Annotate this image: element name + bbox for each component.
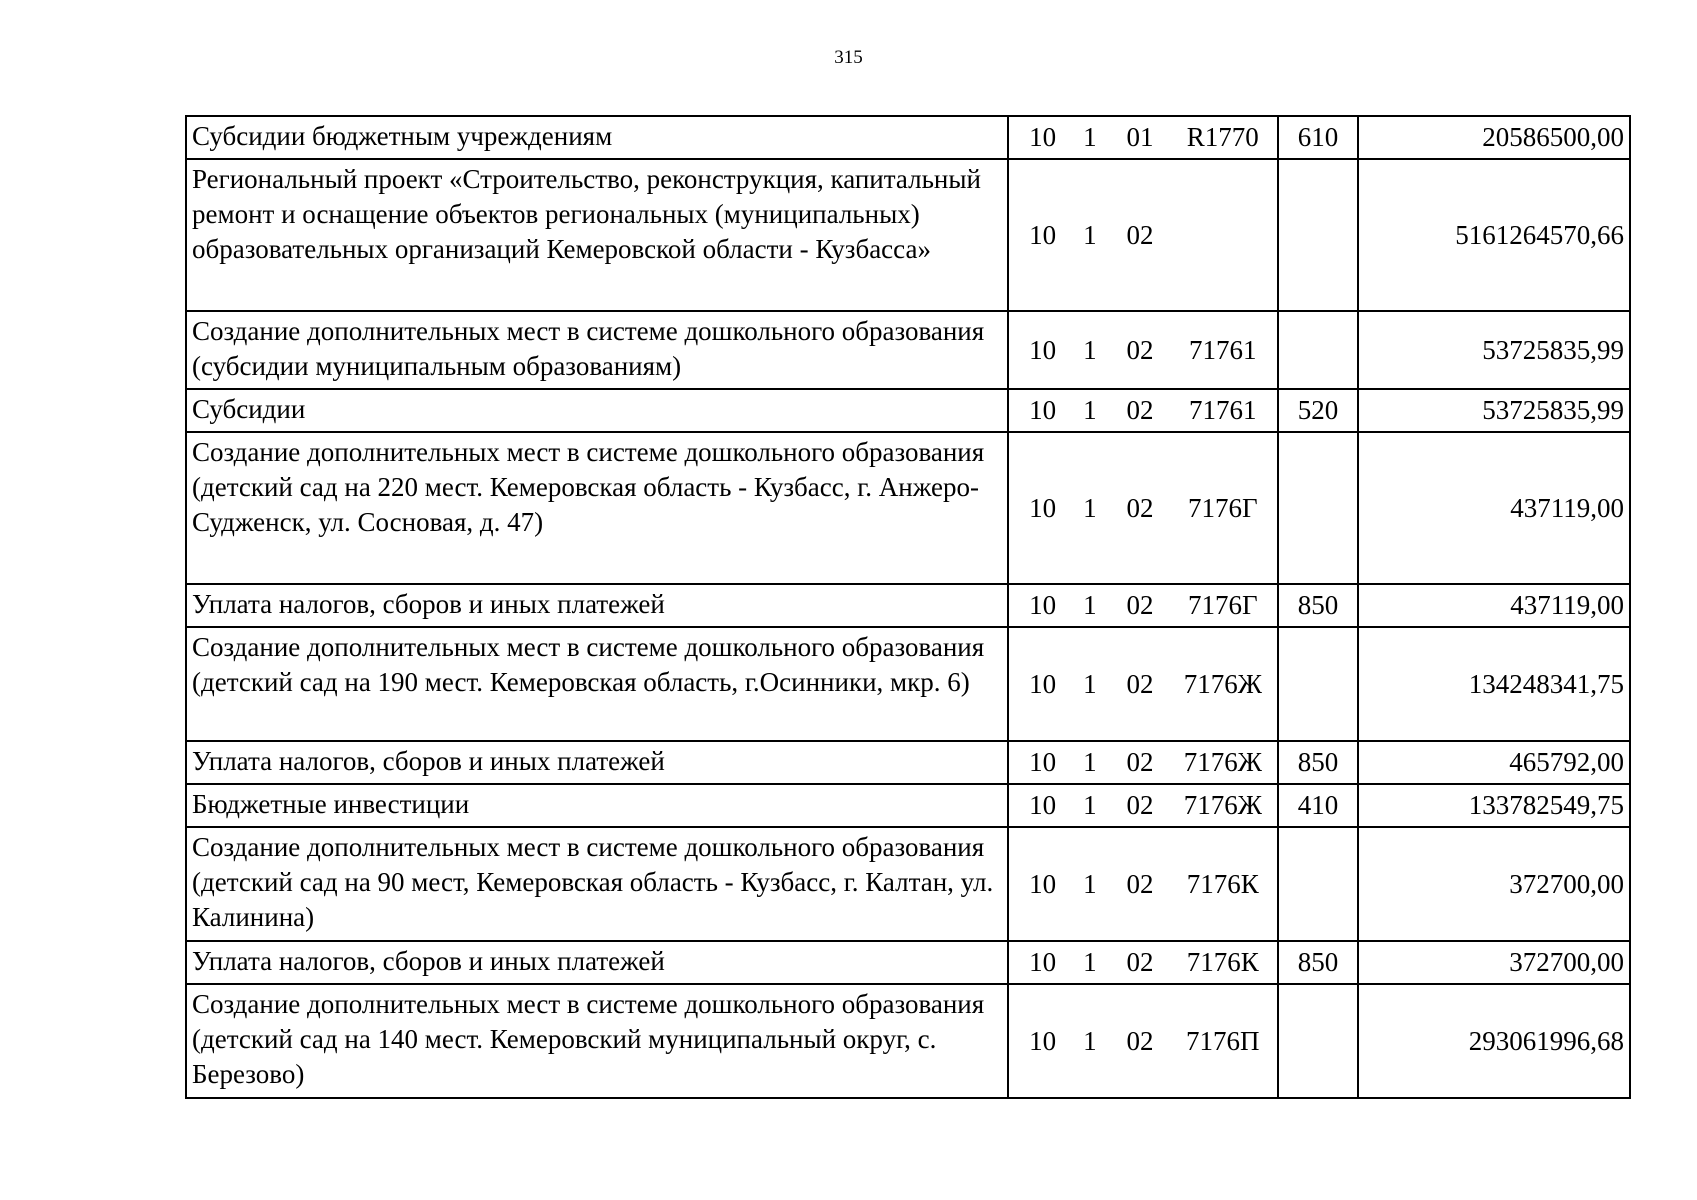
row-description: Создание дополнительных мест в системе дошкольного образования (детский сад на 140 мест. Кемеровский муниципальный округ, с. Березово)	[186, 984, 1008, 1098]
target-article-code: 7176Г	[1188, 590, 1258, 620]
expense-type-code: 610	[1278, 116, 1358, 159]
code-cell	[1008, 432, 1278, 584]
target-article-code: 71761	[1189, 395, 1257, 425]
row-description: Уплата налогов, сборов и иных платежей	[186, 941, 1008, 984]
expense-type-code	[1278, 827, 1358, 941]
program-code: 1	[1083, 947, 1097, 977]
subprogram-code: 02	[1126, 747, 1154, 777]
subprogram-code: 02	[1126, 334, 1154, 365]
row-description: Уплата налогов, сборов и иных платежей	[186, 584, 1008, 627]
target-article-code: 7176П	[1186, 1025, 1260, 1056]
razdel-code: 10	[1029, 668, 1057, 699]
table-row	[186, 827, 1630, 941]
razdel-code: 10	[1029, 947, 1057, 977]
expense-type-code	[1278, 159, 1358, 311]
program-code: 1	[1083, 122, 1097, 152]
expense-type-code	[1278, 432, 1358, 584]
razdel-code: 10	[1029, 395, 1057, 425]
amount: 293061996,68	[1358, 984, 1630, 1098]
expense-type-code	[1278, 627, 1358, 741]
subprogram-code: 02	[1126, 868, 1154, 899]
amount: 437119,00	[1358, 432, 1630, 584]
row-description: Бюджетные инвестиции	[186, 784, 1008, 827]
target-article-code: 7176К	[1186, 947, 1259, 977]
code-cell	[1008, 584, 1278, 627]
razdel-code: 10	[1029, 790, 1057, 820]
target-article-code: R1770	[1186, 122, 1259, 152]
amount: 372700,00	[1358, 941, 1630, 984]
row-description: Субсидии бюджетным учреждениям	[186, 116, 1008, 159]
amount: 372700,00	[1358, 827, 1630, 941]
code-cell	[1008, 827, 1278, 941]
table-row	[186, 159, 1630, 311]
program-code: 1	[1083, 1025, 1097, 1056]
amount: 53725835,99	[1358, 389, 1630, 432]
expense-type-code: 410	[1278, 784, 1358, 827]
amount: 465792,00	[1358, 741, 1630, 784]
expense-type-code	[1278, 311, 1358, 389]
target-article-code: 7176Ж	[1183, 790, 1262, 820]
table-row	[186, 627, 1630, 741]
target-article-code: 71761	[1189, 334, 1257, 365]
budget-table	[185, 115, 1631, 1099]
program-code: 1	[1083, 219, 1097, 250]
table-row	[186, 784, 1630, 827]
razdel-code: 10	[1029, 1025, 1057, 1056]
subprogram-code: 02	[1126, 668, 1154, 699]
row-description: Региональный проект «Строительство, реконструкция, капитальный ремонт и оснащение объектов региональных (муниципальных) образовательных организаций Кемеровской области - Кузбасса»	[186, 159, 1008, 311]
table-row	[186, 941, 1630, 984]
row-description: Создание дополнительных мест в системе дошкольного образования (субсидии муниципальным образованиям)	[186, 311, 1008, 389]
razdel-code: 10	[1029, 334, 1057, 365]
table-row	[186, 311, 1630, 389]
amount: 133782549,75	[1358, 784, 1630, 827]
table-row	[186, 432, 1630, 584]
code-cell	[1008, 784, 1278, 827]
row-description: Создание дополнительных мест в системе дошкольного образования (детский сад на 190 мест. Кемеровская область, г.Осинники, мкр. 6)	[186, 627, 1008, 741]
program-code: 1	[1083, 747, 1097, 777]
row-description: Создание дополнительных мест в системе дошкольного образования (детский сад на 220 мест. Кемеровская область - Кузбасс, г. Анжеро-Судженск, ул. Сосновая, д. 47)	[186, 432, 1008, 584]
row-description: Создание дополнительных мест в системе дошкольного образования (детский сад на 90 мест, Кемеровская область - Кузбасс, г. Калтан, ул. Калинина)	[186, 827, 1008, 941]
expense-type-code: 850	[1278, 584, 1358, 627]
expense-type-code: 850	[1278, 941, 1358, 984]
expense-type-code: 520	[1278, 389, 1358, 432]
subprogram-code: 02	[1126, 492, 1154, 523]
table-row	[186, 389, 1630, 432]
subprogram-code: 02	[1126, 790, 1154, 820]
razdel-code: 10	[1029, 219, 1057, 250]
code-cell	[1008, 741, 1278, 784]
code-cell	[1008, 116, 1278, 159]
amount: 134248341,75	[1358, 627, 1630, 741]
program-code: 1	[1083, 395, 1097, 425]
code-cell	[1008, 159, 1278, 311]
program-code: 1	[1083, 868, 1097, 899]
target-article-code: 7176Г	[1188, 492, 1258, 523]
amount: 5161264570,66	[1358, 159, 1630, 311]
target-article-code: 7176Ж	[1183, 668, 1262, 699]
amount: 437119,00	[1358, 584, 1630, 627]
program-code: 1	[1083, 334, 1097, 365]
subprogram-code: 02	[1126, 590, 1154, 620]
program-code: 1	[1083, 492, 1097, 523]
code-cell	[1008, 627, 1278, 741]
table-row	[186, 741, 1630, 784]
razdel-code: 10	[1029, 747, 1057, 777]
row-description: Субсидии	[186, 389, 1008, 432]
razdel-code: 10	[1029, 868, 1057, 899]
target-article-code: 7176Ж	[1183, 747, 1262, 777]
program-code: 1	[1083, 590, 1097, 620]
code-cell	[1008, 941, 1278, 984]
program-code: 1	[1083, 790, 1097, 820]
subprogram-code: 02	[1126, 1025, 1154, 1056]
amount: 20586500,00	[1358, 116, 1630, 159]
subprogram-code: 02	[1126, 395, 1154, 425]
table-row	[186, 584, 1630, 627]
page-number: 315	[834, 47, 863, 68]
subprogram-code: 01	[1126, 122, 1154, 152]
table-row	[186, 984, 1630, 1098]
subprogram-code: 02	[1126, 219, 1154, 250]
row-description: Уплата налогов, сборов и иных платежей	[186, 741, 1008, 784]
target-article-code: 7176К	[1186, 868, 1259, 899]
program-code: 1	[1083, 668, 1097, 699]
razdel-code: 10	[1029, 590, 1057, 620]
razdel-code: 10	[1029, 492, 1057, 523]
subprogram-code: 02	[1126, 947, 1154, 977]
expense-type-code	[1278, 984, 1358, 1098]
code-cell	[1008, 311, 1278, 389]
expense-type-code: 850	[1278, 741, 1358, 784]
razdel-code: 10	[1029, 122, 1057, 152]
table-row	[186, 116, 1630, 159]
amount: 53725835,99	[1358, 311, 1630, 389]
code-cell	[1008, 984, 1278, 1098]
code-cell	[1008, 389, 1278, 432]
